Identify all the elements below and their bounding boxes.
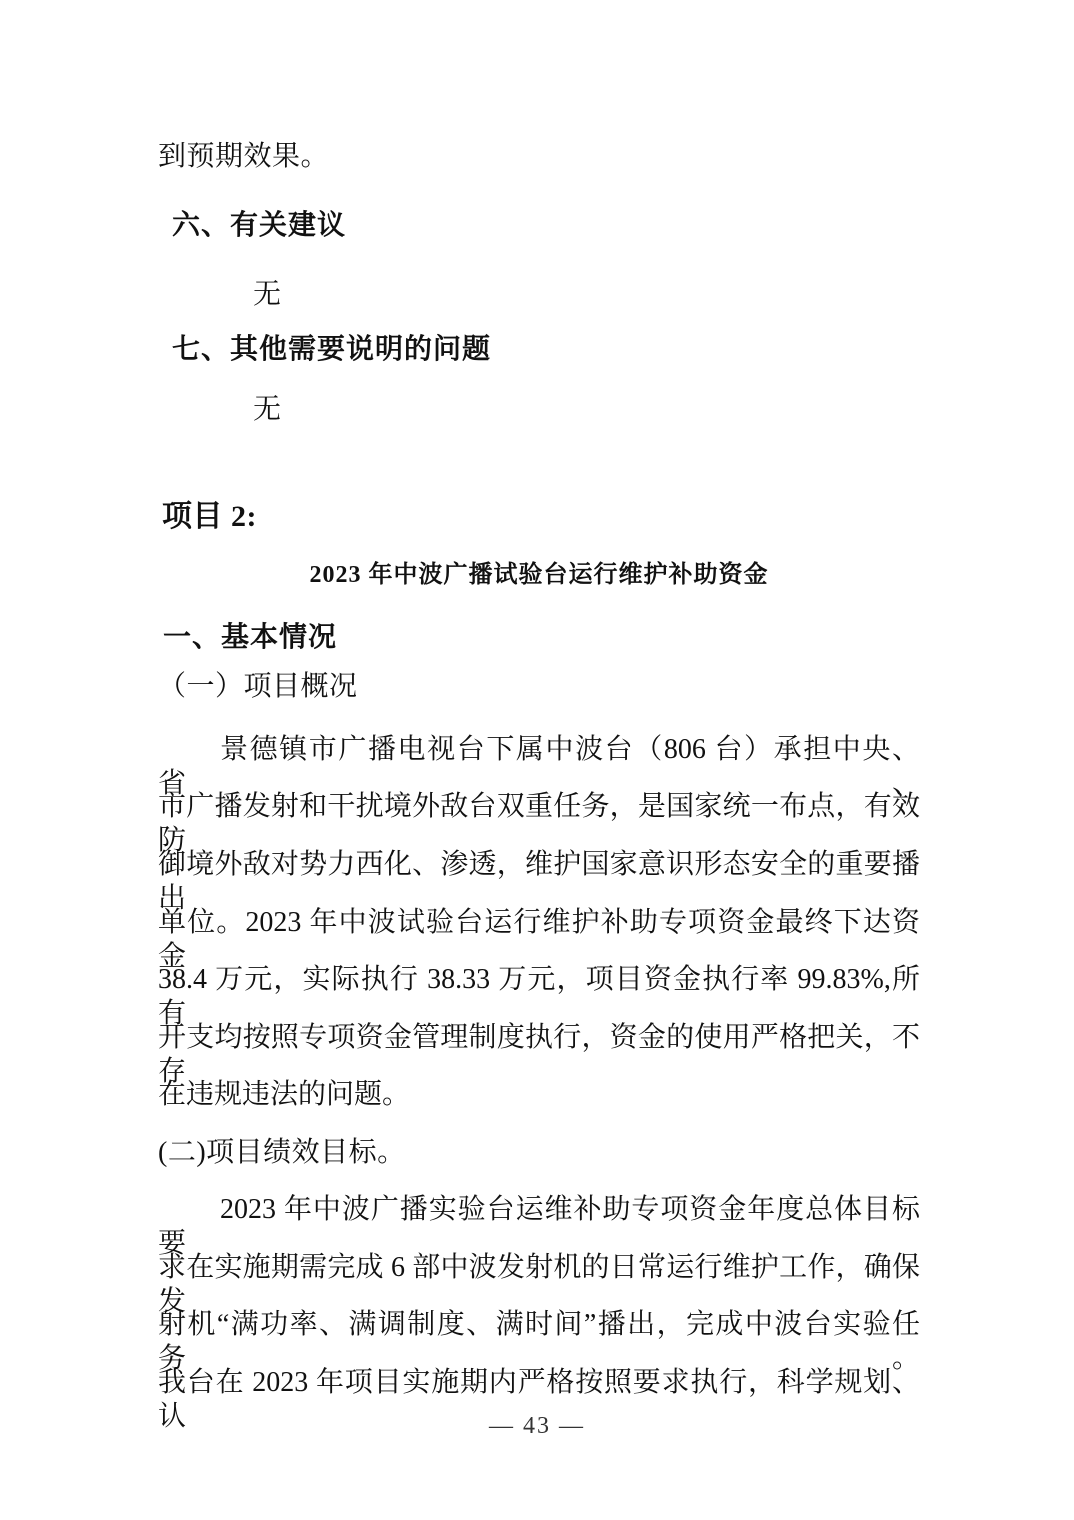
paragraph-2-line: 2023 年中波广播实验台运维补助专项资金年度总体目标要 [158, 1194, 920, 1259]
paragraph-1-line: 开支均按照专项资金管理制度执行，资金的使用严格把关，不存 [158, 1022, 920, 1087]
paragraph-1-line: 市广播发射和干扰境外敌台双重任务，是国家统一布点，有效防 [158, 791, 920, 856]
section-6-content: 无 [253, 279, 282, 310]
project-2-label: 项目 2: [162, 500, 257, 533]
paragraph-1-line: 御境外敌对势力西化、渗透，维护国家意识形态安全的重要播出 [158, 849, 920, 914]
project-2-title: 2023 年中波广播试验台运行维护补助资金 [309, 562, 769, 588]
paragraph-1-line: 38.4 万元，实际执行 38.33 万元，项目资金执行率 99.83%,所有 [158, 964, 920, 1029]
subsection-1-heading: （一）项目概况 [158, 671, 358, 702]
section-6-heading: 六、有关建议 [172, 209, 347, 240]
section-7-heading: 七、其他需要说明的问题 [172, 333, 492, 364]
paragraph-continuation-line: 到预期效果。 [158, 141, 330, 172]
paragraph-1-line: 景德镇市广播电视台下属中波台（806 台）承担中央、省、 [158, 734, 920, 799]
section-7-content: 无 [253, 394, 282, 425]
document-content [158, 0, 920, 1520]
paragraph-2-line: 射机“满功率、满调制度、满时间”播出，完成中波台实验任务。 [158, 1309, 920, 1374]
paragraph-1-line: 在违规违法的问题。 [158, 1079, 411, 1110]
page-number: — 43 — [489, 1413, 585, 1439]
paragraph-1-line: 单位。2023 年中波试验台运行维护补助专项资金最终下达资金 [158, 907, 920, 972]
paragraph-2-line: 求在实施期需完成 6 部中波发射机的日常运行维护工作，确保发 [158, 1252, 920, 1317]
subsection-2-heading: (二)项目绩效目标。 [158, 1137, 406, 1168]
section-1-heading: 一、基本情况 [163, 621, 338, 652]
paragraph-2-line: 我台在 2023 年项目实施期内严格按照要求执行，科学规划、认 [158, 1367, 920, 1432]
